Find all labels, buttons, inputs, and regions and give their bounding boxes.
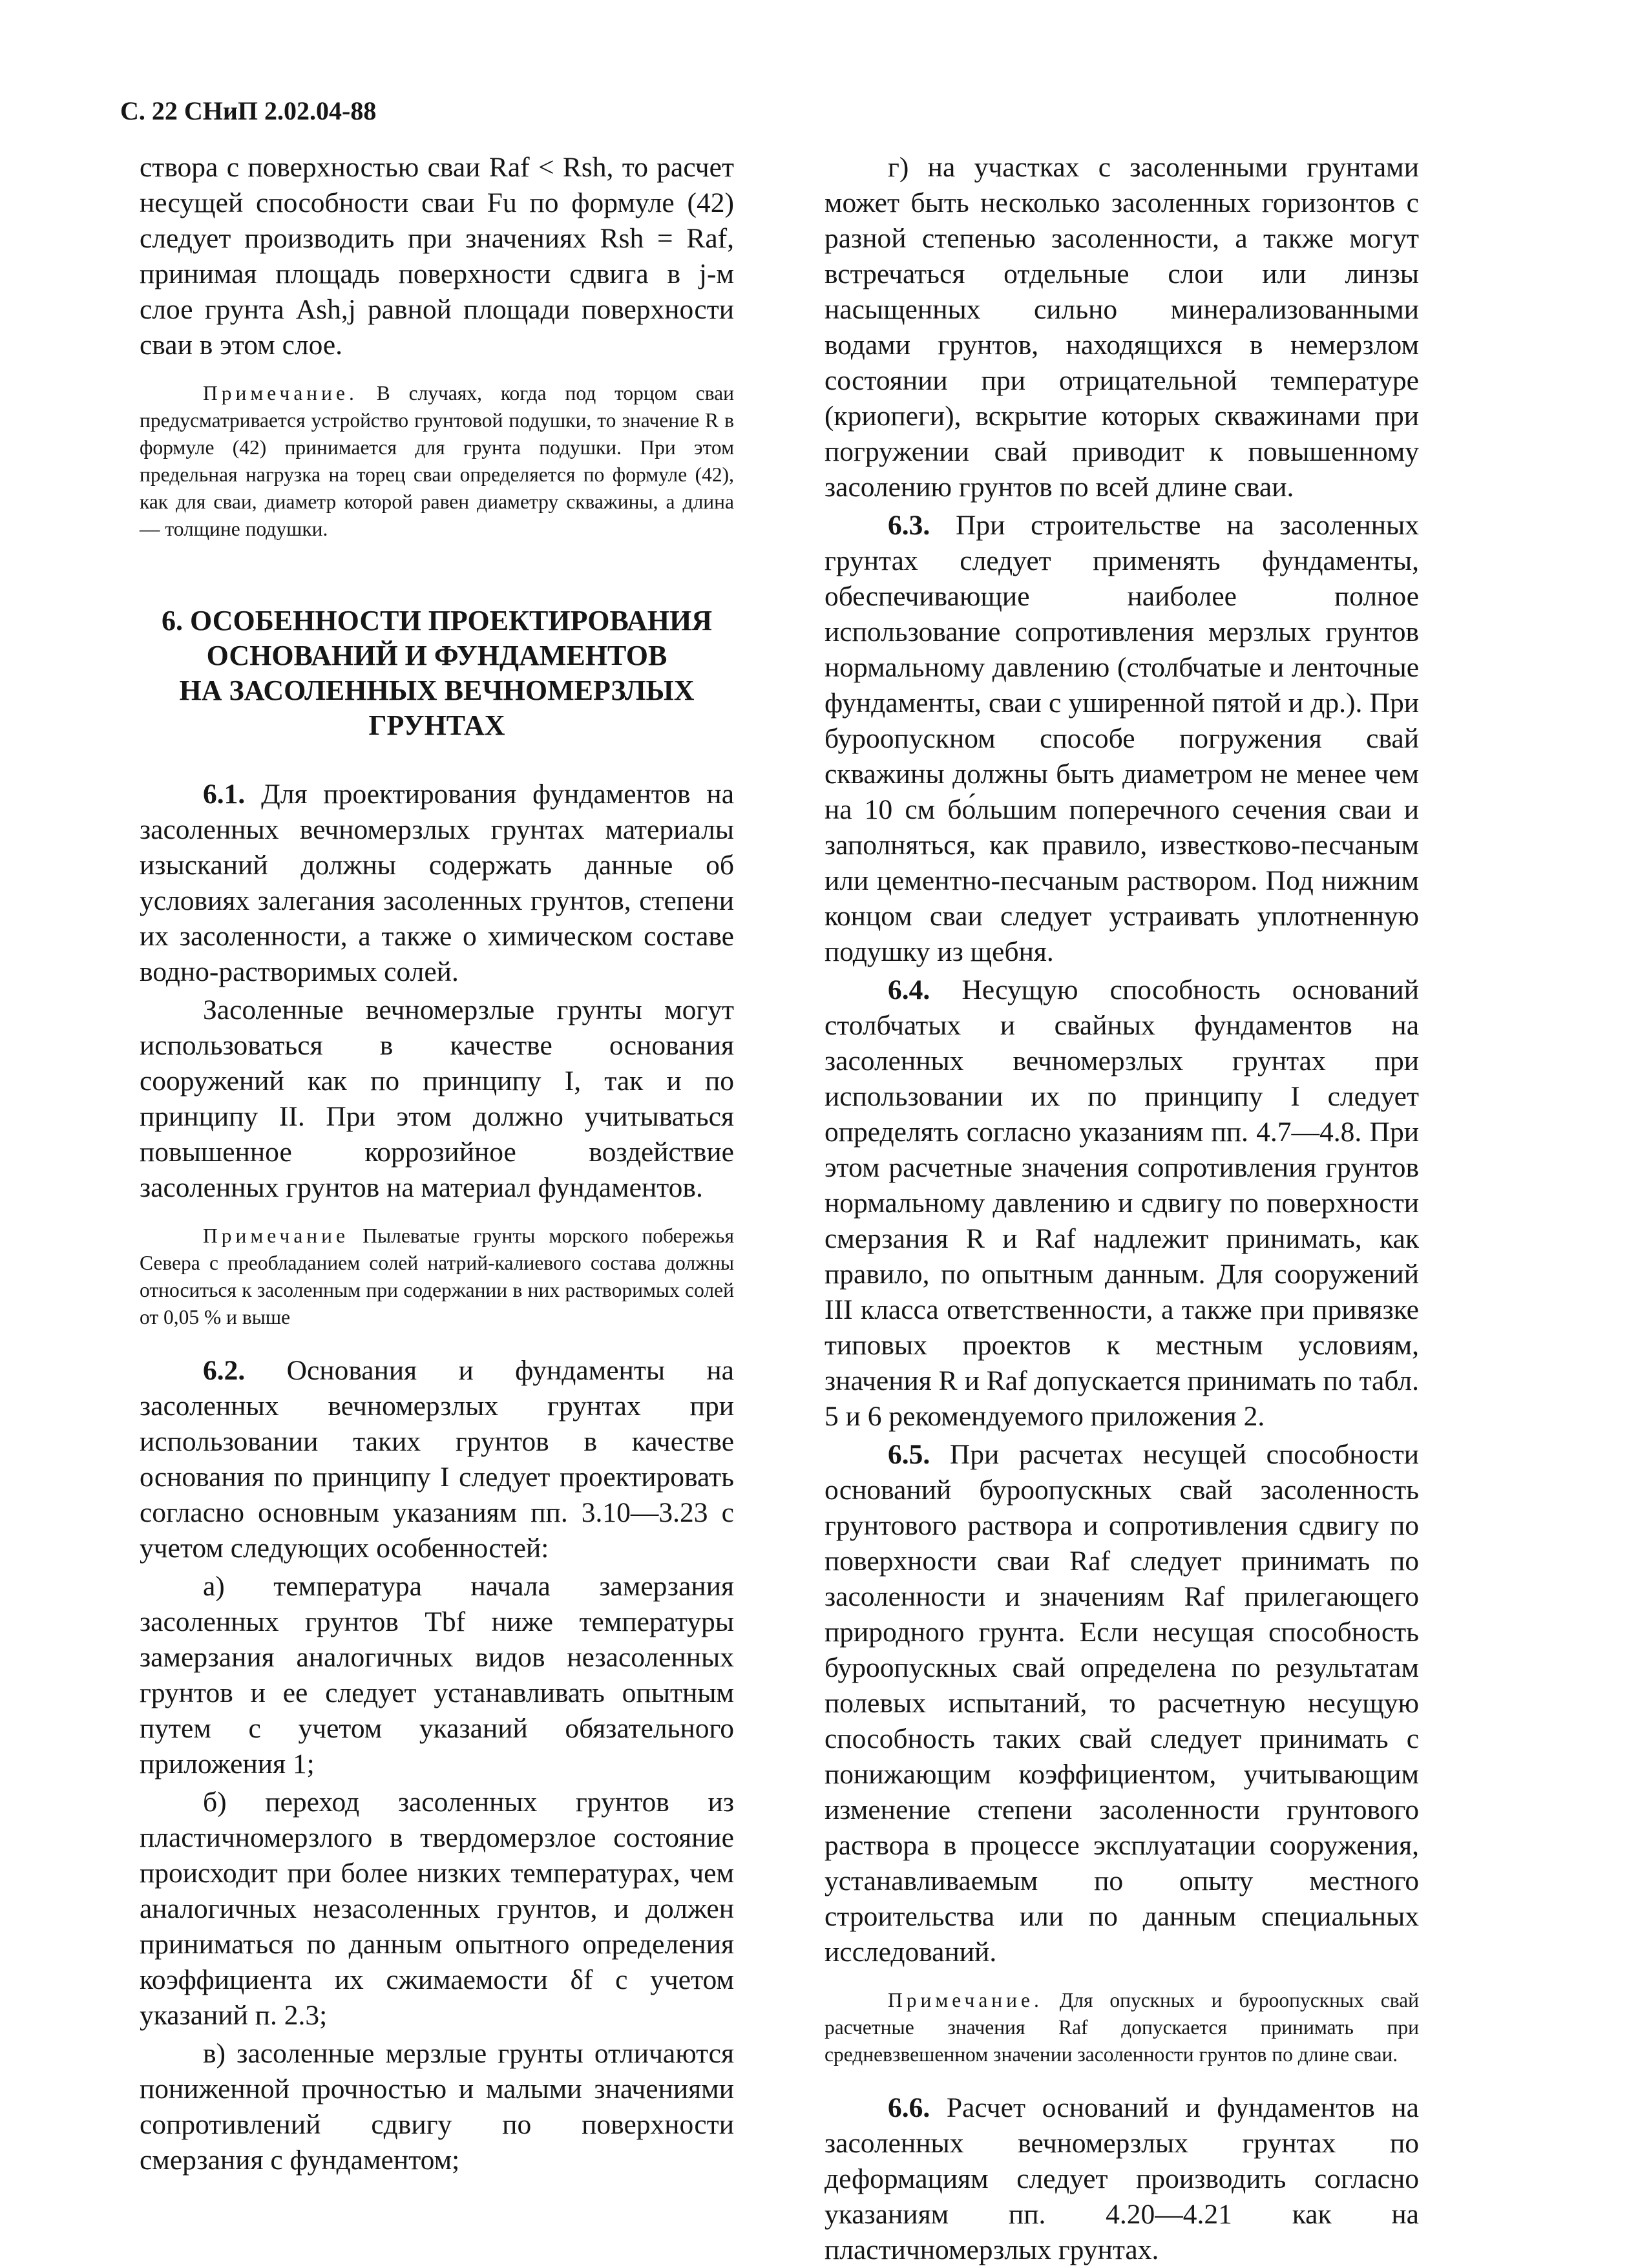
clause-6-3 <box>824 508 1419 970</box>
section-title <box>140 604 734 743</box>
page-header: С. 22 СНиП 2.02.04-88 <box>120 96 377 125</box>
section-title-line: ОСНОВАНИЙ И ФУНДАМЕНТОВ <box>206 640 667 671</box>
clause-text: Несущую способность оснований столбчатых и свайных фундаментов на засоленных вечномерзлых грунтах при использовании их по принципу I следует определять согласно указаниям пп. 4.7—4.8. При этом расчетные значения сопротивления грунтов нормальному давлению и сдвигу по поверхности смерзания R и Raf надлежит принимать, как правило, по опытным данным. Для сооружений III класса ответственности, а также при привязке типовых проектов к местным условиям, значения R и Raf допускается принимать по табл. 5 и 6 рекомендуемого приложения 2. <box>824 974 1419 1432</box>
note-silty-soils <box>140 1223 734 1331</box>
clause-text: Для проектирования фундаментов на засоленных вечномерзлых грунтах материалы изысканий должны содержать данные об условиях залегания засоленных грунтов, степени их засоленности, а также о химическом составе водно-растворимых солей. <box>140 779 734 987</box>
clause-text: При строительстве на засоленных грунтах следует применять фундаменты, обеспечивающие наиболее полное использование сопротивления мерзлых грунтов нормальному давлению (столбчатые и ленточные фундаменты, сваи с уширенной пятой и др.). При буроопускном способе погружения свай скважины должны быть диаметром не менее чем на 10 см бо́льшим поперечного сечения сваи и заполняться, как правило, известково-песчаным или цементно-песчаным раствором. Под нижним концом сваи следует устраивать уплотненную подушку из щебня. <box>824 510 1419 967</box>
list-item-c: в) засоленные мерзлые грунты отличаются пониженной прочностью и малыми значениями сопротивлений сдвигу по поверхности смерзания с фундаментом; <box>140 2038 734 2176</box>
note-pillow <box>140 380 734 543</box>
clause-number: 6.3. <box>888 510 930 541</box>
clause-6-5 <box>824 1437 1419 1970</box>
list-item-b: б) переход засоленных грунтов из пластичномерзлого в твердомерзлое состояние происходит при более низких температурах, чем аналогичных незасоленных грунтов, и должен приниматься по данным опытного определения коэффициента их сжимаемости δf с учетом указаний п. 2.3; <box>140 1787 734 2031</box>
left-column <box>140 150 734 2178</box>
clause-text: Основания и фундаменты на засоленных вечномерзлых грунтах при использовании таких грунтов в качестве основания по принципу I следует проектировать согласно основным указаниям пп. 3.10—3.23 с учетом следующих особенностей: <box>140 1355 734 1564</box>
section-title-line: ГРУНТАХ <box>368 709 505 741</box>
section-title-line: 6. ОСОБЕННОСТИ ПРОЕКТИРОВАНИЯ <box>161 605 713 636</box>
clause-number: 6.2. <box>203 1355 246 1386</box>
note-text: Пылеватые грунты морского побережья Севера с преобладанием солей натрий-калиевого состава должны относиться к засоленным при содержании в них растворимых солей от 0,05 % и выше <box>140 1224 734 1328</box>
clause-6-2 <box>140 1353 734 1566</box>
note-text: В случаях, когда под торцом сваи предусматривается устройство грунтовой подушки, то значение R в формуле (42) принимается для грунта подушки. При этом предельная нагрузка на торец сваи определяется по формуле (42), как для сваи, диаметр которой равен диаметру скважины, а длина — толщине подушки. <box>140 382 735 540</box>
clause-6-6 <box>824 2090 1419 2268</box>
clause-6-4 <box>824 972 1419 1434</box>
clause-number: 6.6. <box>888 2092 930 2123</box>
clause-text: При расчетах несущей способности оснований буроопускных свай засоленность грунтового раствора и сопротивления сдвигу по поверхности сваи Raf следует принимать по засоленности и значениям Raf прилегающего природного грунта. Если несущая способность буроопускных свай определена по результатам полевых испытаний, то расчетную несущую способность таких свай следует принимать с понижающим коэффициентом, учитывающим изменение степени засоленности грунтового раствора в процессе эксплуатации сооружения, устанавливаемым по опыту местного строительства или по данным специальных исследований. <box>824 1439 1420 1968</box>
clause-number: 6.5. <box>888 1439 930 1470</box>
section-title-line: НА ЗАСОЛЕННЫХ ВЕЧНОМЕРЗЛЫХ <box>179 675 695 706</box>
clause-text: Расчет оснований и фундаментов на засоленных вечномерзлых грунтах по деформациям следует производить согласно указаниям пп. 4.20—4.21 как на пластичномерзлых грунтах. <box>824 2092 1419 2265</box>
clause-number: 6.1. <box>203 779 246 810</box>
intro-paragraph: створа с поверхностью сваи Raf < Rsh, то расчет несущей способности сваи Fu по формуле (42) следует производить при значениях Rsh = Raf, принимая площадь поверхности сдвига в j-м слое грунта Ash,j равной площади поверхности сваи в этом слое. <box>140 152 734 361</box>
list-item-a: а) температура начала замерзания засоленных грунтов Tbf ниже температуры замерзания аналогичных видов незасоленных грунтов и ее следует устанавливать опытным путем с учетом указаний обязательного приложения 1; <box>140 1571 734 1780</box>
note-driven-piles <box>824 1987 1419 2068</box>
clause-6-1-continued: Засоленные вечномерзлые грунты могут использоваться в качестве основания сооружений как по принципу I, так и по принципу II. При этом должно учитываться повышенное коррозийное воздействие засоленных грунтов на материал фундаментов. <box>140 994 734 1203</box>
clause-6-1 <box>140 777 734 990</box>
right-column <box>824 150 1419 2268</box>
clause-number: 6.4. <box>888 974 930 1005</box>
note-label: Примечание. <box>888 1989 1043 2011</box>
list-item-d: г) на участках с засоленными грунтами может быть несколько засоленных горизонтов с разной степенью засоленности, а также могут встречаться отдельные слои или линзы насыщенных сильно минерализованными водами грунтов, находящихся в немерзлом состоянии при отрицательной температуре (криопеги), вскрытие которых скважинами при погружении свай приводит к повышенному засолению грунтов по всей длине сваи. <box>824 152 1419 503</box>
note-label: Примечание. <box>203 382 358 404</box>
note-label: Примечание <box>203 1224 350 1247</box>
note-text: Для опускных и буроопускных свай расчетные значения Raf допускается принимать при средневзвешенном значении засоленности грунтов по длине сваи. <box>824 1989 1419 2066</box>
